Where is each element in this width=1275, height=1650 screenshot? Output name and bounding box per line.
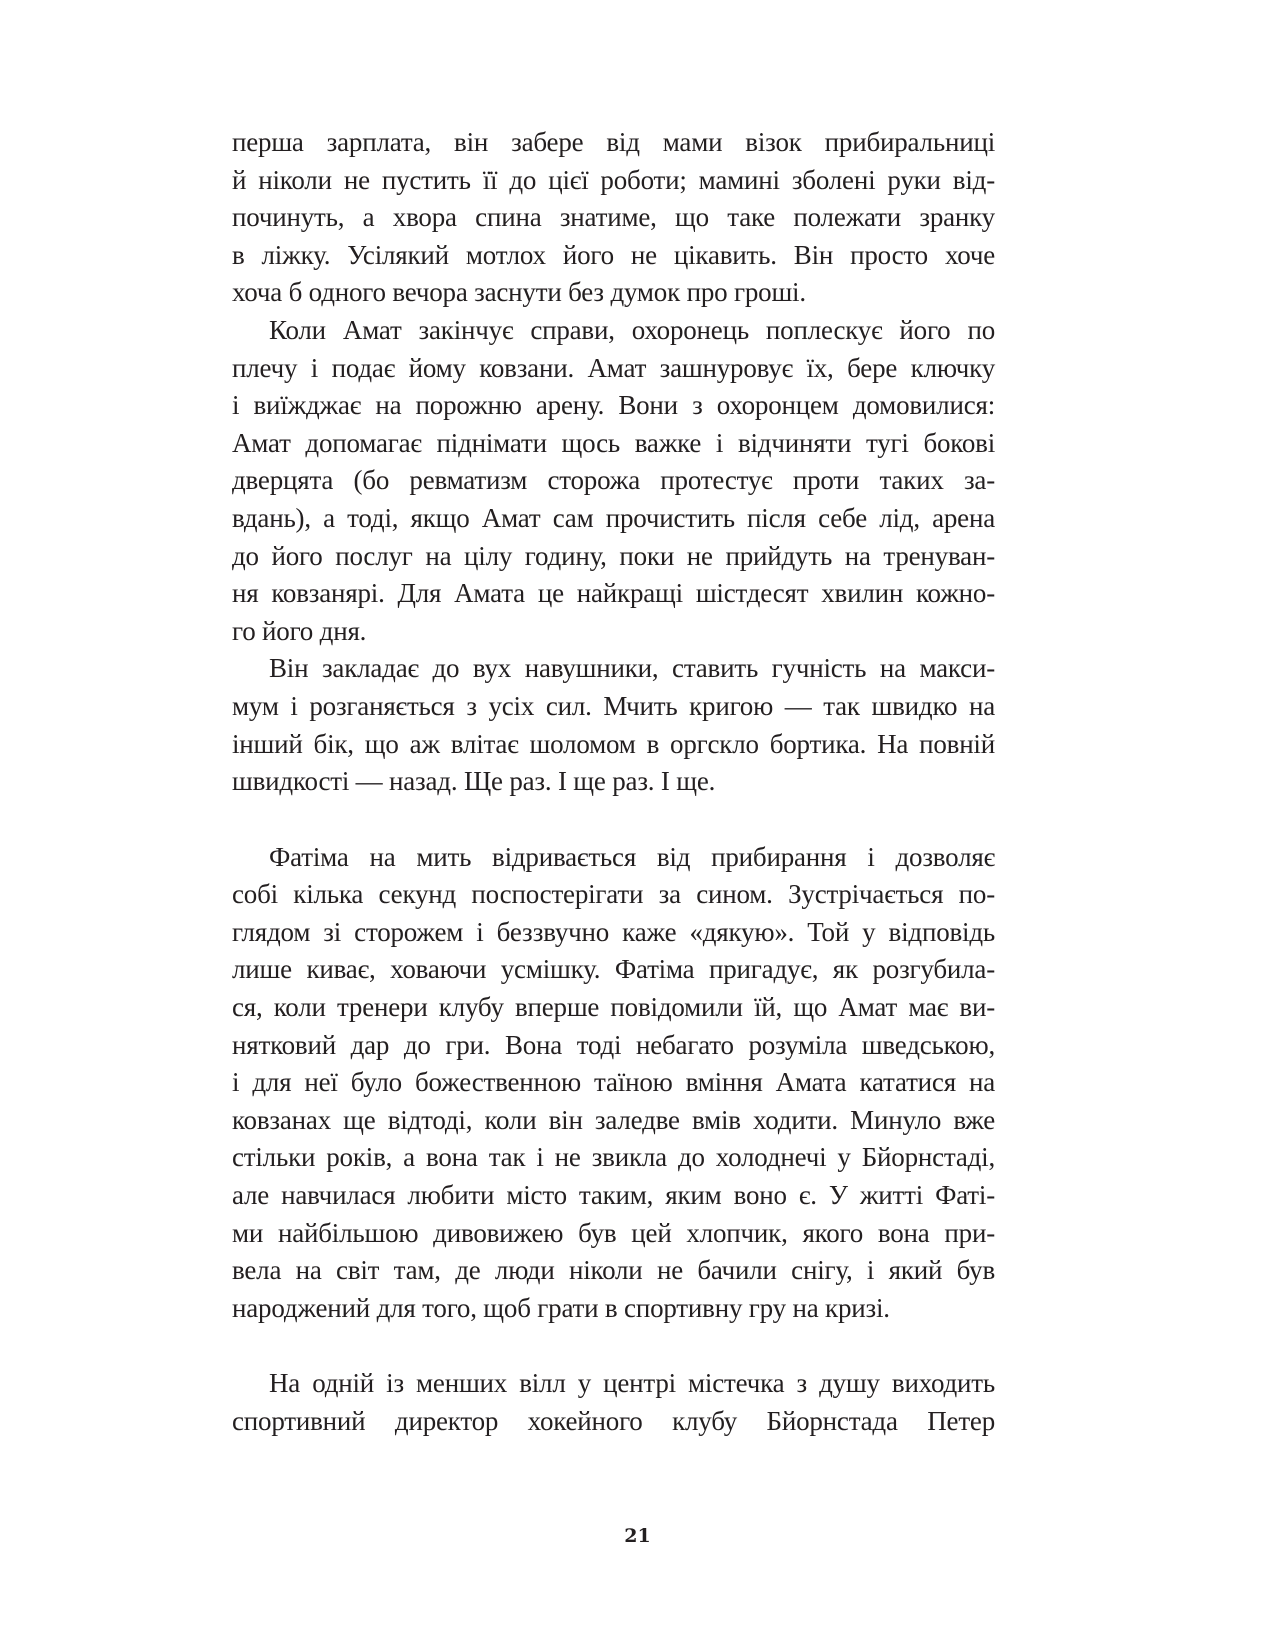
text-line: Фатіма на мить відривається від прибирання і дозволяє [269,841,995,872]
paragraph-4 [232,839,995,1328]
text-line: хоча б одного вечора заснути без думок про гроші. [232,277,806,308]
paragraph-5 [232,1365,995,1440]
text-line: ми найбільшою дивовижею був цей хлопчик, якого вона при- [232,1217,995,1248]
text-line: вела на світ там, де люди ніколи не бачили снігу, і який був [232,1255,995,1286]
section-break [232,1327,995,1365]
text-line: швидкості — назад. Ще раз. І ще раз. І ще. [232,766,716,797]
page-number: 21 [624,1525,651,1547]
text-line: і для неї було божественною таїною вміння Амата кататися на [232,1067,995,1098]
text-line: Амат допомагає піднімати щось важке і відчиняти тугі бокові [232,427,995,458]
body-text [232,124,995,1441]
text-line: народжений для того, щоб грати в спортивну гру на кризі. [232,1292,890,1323]
text-line: го його дня. [232,615,367,646]
text-line: Коли Амат закінчує справи, охоронець поплескує його по [269,314,995,345]
text-line: починуть, а хвора спина знатиме, що таке полежати зранку [232,202,995,233]
text-line: але навчилася любити місто таким, яким воно є. У житті Фаті- [232,1180,995,1211]
text-line: На одній із менших вілл у центрі містечка з душу виходить [269,1368,995,1399]
text-line: перша зарплата, він забере від мами візок прибиральниці [232,127,995,157]
text-line: і виїжджає на порожню арену. Вони з охоронцем домовилися: [232,390,995,421]
text-line: ся, коли тренери клубу вперше повідомили їй, що Амат має ви- [232,992,995,1023]
paragraph-1 [232,124,995,312]
text-line: в ліжку. Усілякий мотлох його не цікавить. Він просто хоче [232,239,995,270]
text-line: стільки років, а вона так і не звикла до холоднечі у Бйорнстаді, [232,1142,995,1173]
section-break [232,801,995,839]
text-line: ня ковзанярі. Для Амата це найкращі шістдесят хвилин кожно- [232,578,995,609]
text-line: глядом зі сторожем і беззвучно каже «дякую». Той у відповідь [232,916,995,947]
text-line: собі кілька секунд поспостерігати за сином. Зустрічається по- [232,879,995,910]
text-line: Він закладає до вух навушники, ставить гучність на макси- [269,653,995,684]
paragraph-2 [232,312,995,650]
text-line: й ніколи не пустить її до цієї роботи; мамині зболені руки від- [232,164,995,195]
text-line: дверцята (бо ревматизм сторожа протестує проти таких за- [232,465,995,496]
text-line: інший бік, що аж влітає шоломом в оргскло бортика. На повній [232,728,995,759]
text-line: нятковий дар до гри. Вона тоді небагато розуміла шведською, [232,1029,995,1060]
paragraph-3 [232,650,995,800]
text-line: до його послуг на цілу годину, поки не прийдуть на тренуван- [232,540,995,571]
text-line: ковзанах ще відтоді, коли він заледве вмів ходити. Минуло вже [232,1104,995,1135]
text-line: мум і розганяється з усіх сил. Мчить кригою — так швидко на [232,690,995,721]
text-line: спортивний директор хокейного клубу Бйорнстада Петер [232,1406,995,1436]
text-line: вдань), а тоді, якщо Амат сам прочистить після себе лід, арена [232,502,995,533]
text-line: плечу і подає йому ковзани. Амат зашнуровує їх, бере ключку [232,352,995,383]
text-line: лише киває, ховаючи усмішку. Фатіма пригадує, як розгубила- [232,954,995,985]
